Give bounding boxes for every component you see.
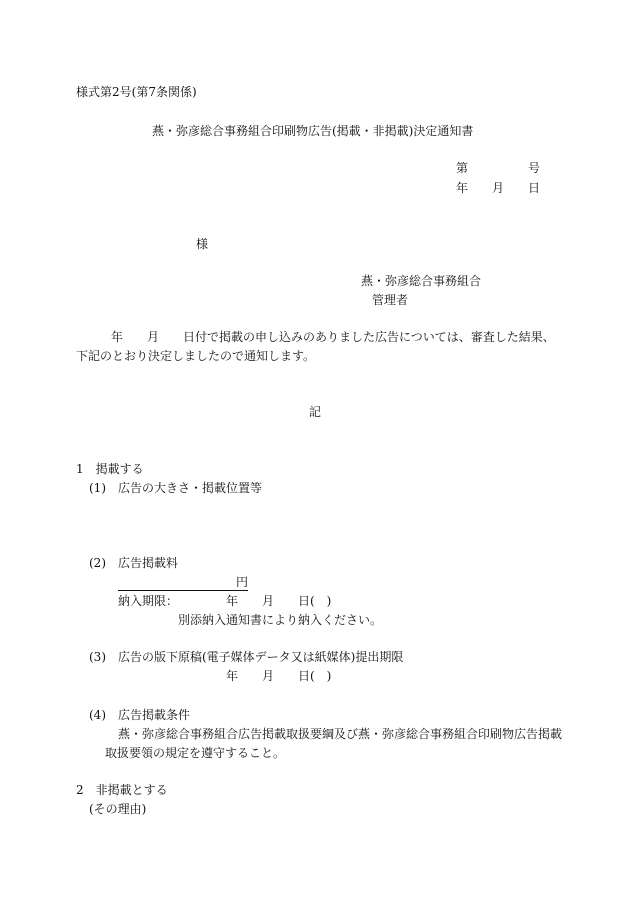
section2-heading: 2 非掲載とする xyxy=(76,783,168,797)
payment-note: 別添納入通知書により納入ください。 xyxy=(178,613,383,627)
doc-date-day: 日 xyxy=(528,181,541,195)
deadline-year: 年 xyxy=(226,594,239,608)
body-month: 月 xyxy=(147,330,160,344)
item4-number: (4) xyxy=(89,708,106,722)
body-line2: 下記のとおり決定しましたので通知します。 xyxy=(76,349,316,363)
item1-number: (1) xyxy=(89,481,106,495)
conditions-line1: 燕・弥彦総合事務組合広告掲載取扱要綱及び燕・弥彦総合事務組合印刷物広告掲載 xyxy=(118,727,563,741)
ki-heading: 記 xyxy=(309,405,322,419)
submission-month: 月 xyxy=(262,669,275,683)
document-title: 燕・弥彦総合事務組合印刷物広告(掲載・非掲載)決定通知書 xyxy=(152,124,474,138)
body-line1: 日付で掲載の申し込みのありました広告については、審査した結果、 xyxy=(183,330,555,344)
deadline-day: 日( ) xyxy=(298,594,332,608)
item1-label: 広告の大きさ・掲載位置等 xyxy=(118,481,263,495)
section1-heading: 1 掲載する xyxy=(76,462,144,476)
item2-label: 広告掲載料 xyxy=(118,556,179,570)
submission-year: 年 xyxy=(226,669,239,683)
item3-number: (3) xyxy=(89,650,106,664)
sender-org: 燕・弥彦総合事務組合 xyxy=(361,274,482,288)
sender-title: 管理者 xyxy=(372,293,409,307)
item3-label: 広告の版下原稿(電子媒体データ又は紙媒体)提出期限 xyxy=(118,650,404,664)
deadline-month: 月 xyxy=(262,594,275,608)
submission-day: 日( ) xyxy=(298,669,332,683)
form-number: 様式第2号(第7条関係) xyxy=(76,85,197,99)
doc-number-go: 号 xyxy=(528,161,541,175)
doc-date-month: 月 xyxy=(492,181,505,195)
doc-date-year: 年 xyxy=(456,181,469,195)
item2-yen: 円 xyxy=(236,575,249,589)
item2-number: (2) xyxy=(89,556,106,570)
body-year: 年 xyxy=(111,330,124,344)
doc-number-dai: 第 xyxy=(456,161,469,175)
conditions-line2: 取扱要領の規定を遵守すること。 xyxy=(105,746,286,760)
fee-underline xyxy=(118,590,248,591)
item4-label: 広告掲載条件 xyxy=(118,708,191,722)
rejection-reason-label: (その理由) xyxy=(89,802,147,816)
addressee-suffix: 様 xyxy=(196,237,209,251)
deadline-label: 納入期限： xyxy=(118,594,179,608)
